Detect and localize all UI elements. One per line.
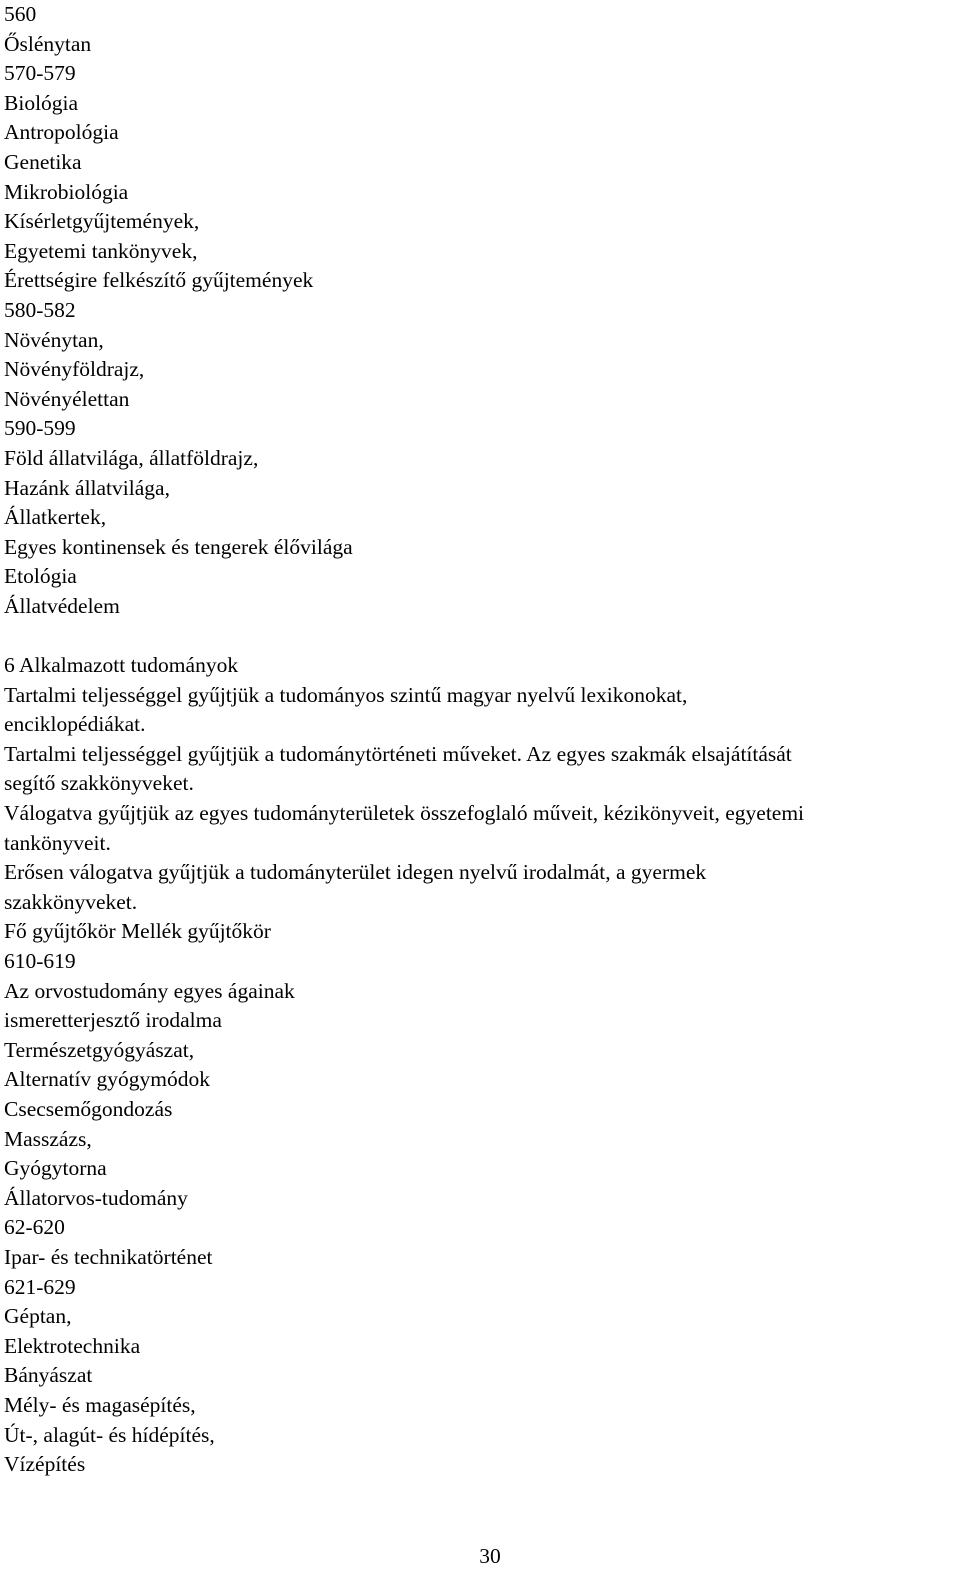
text-line: Mély- és magasépítés, <box>4 1392 196 1417</box>
text-line: 570-579 <box>4 61 76 86</box>
text-line: 560 <box>4 2 37 26</box>
text-line: szakkönyveket. <box>4 889 138 914</box>
text-line: Genetika <box>4 149 82 174</box>
text-line: Vízépítés <box>4 1452 86 1477</box>
text-line: Alternatív gyógymódok <box>4 1067 211 1092</box>
text-line: Növényélettan <box>4 386 130 411</box>
top-section <box>4 0 960 621</box>
text-line: Fő gyűjtőkör Mellék gyűjtőkör <box>4 919 271 944</box>
text-line: Egyes kontinensek és tengerek élővilága <box>4 534 353 559</box>
text-line: enciklopédiákat. <box>4 712 146 737</box>
section-spacer <box>4 621 960 651</box>
text-line: Tartalmi teljességgel gyűjtjük a tudományos szintű magyar nyelvű lexikonokat, <box>4 682 688 707</box>
text-line: Érettségire felkészítő gyűjtemények <box>4 268 314 293</box>
text-line: Őslénytan <box>4 31 92 56</box>
text-line: Mikrobiológia <box>4 179 129 204</box>
text-line: tankönyveit. <box>4 830 111 855</box>
text-line: Gyógytorna <box>4 1156 107 1181</box>
text-line: Út-, alagút- és hídépítés, <box>4 1422 215 1447</box>
text-line: Erősen válogatva gyűjtjük a tudományterület idegen nyelvű irodalmát, a gyermek <box>4 860 707 885</box>
page-number: 30 <box>479 1544 501 1568</box>
text-line: 621-629 <box>4 1274 76 1299</box>
text-line: Géptan, <box>4 1304 72 1329</box>
text-line: Állatorvos-tudomány <box>4 1185 188 1210</box>
text-line: Állatvédelem <box>4 593 120 618</box>
document-body <box>4 0 960 1480</box>
text-line: Állatkertek, <box>4 505 107 530</box>
text-line: Csecsemőgondozás <box>4 1096 173 1121</box>
text-line: segítő szakkönyveket. <box>4 771 194 796</box>
text-line: 610-619 <box>4 949 76 973</box>
text-line: Ipar- és technikatörténet <box>4 1244 213 1269</box>
text-line: Masszázs, <box>4 1126 92 1151</box>
text-line: Az orvostudomány egyes ágainak <box>4 978 295 1003</box>
text-line: Bányászat <box>4 1363 93 1388</box>
text-line: ismeretterjesztő irodalma <box>4 1008 222 1033</box>
section-heading: 6 Alkalmazott tudományok <box>4 653 239 678</box>
text-line: Növénytan, <box>4 327 104 352</box>
text-line: Elektrotechnika <box>4 1333 141 1358</box>
text-line: Hazánk állatvilága, <box>4 475 170 500</box>
text-line: Etológia <box>4 564 77 589</box>
text-line: 580-582 <box>4 297 76 322</box>
text-line: Egyetemi tankönyvek, <box>4 238 198 263</box>
applied-sciences-section <box>4 651 960 1480</box>
text-line: Kísérletgyűjtemények, <box>4 209 200 234</box>
text-line: Növényföldrajz, <box>4 357 145 382</box>
text-line: Tartalmi teljességgel gyűjtjük a tudománytörténeti műveket. Az egyes szakmák elsajátítását <box>4 741 792 766</box>
text-line: Antropológia <box>4 120 119 145</box>
text-line: 62-620 <box>4 1215 65 1240</box>
text-line: Föld állatvilága, állatföldrajz, <box>4 445 259 470</box>
text-line: Természetgyógyászat, <box>4 1037 195 1062</box>
text-line: Biológia <box>4 90 79 115</box>
text-line: 590-599 <box>4 416 76 441</box>
text-line: Válogatva gyűjtjük az egyes tudományterületek összefoglaló műveit, kézikönyveit, egyetemi <box>4 801 805 826</box>
